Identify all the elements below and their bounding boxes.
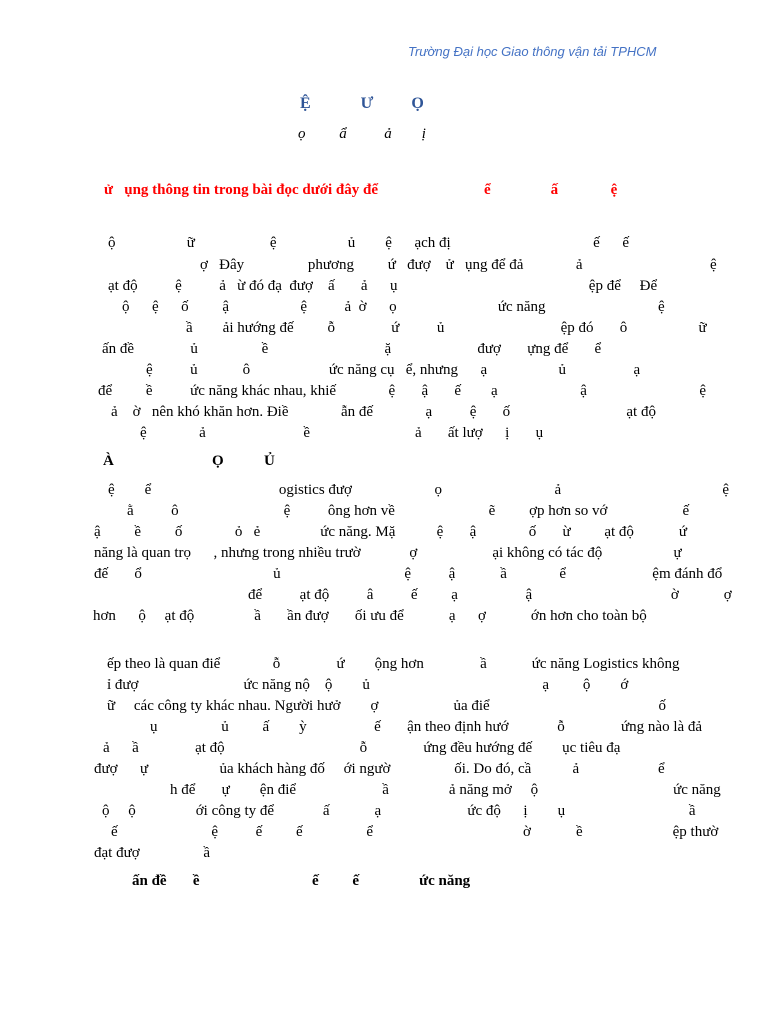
section-heading-right: Ủ: [264, 453, 275, 469]
paragraph3-line: ế ệ ế ế ể ờ ề ệp thườ: [111, 824, 719, 840]
section-heading-middle: Ọ: [212, 453, 224, 469]
document-subtitle: ọ ẩ ả ị: [298, 126, 426, 142]
paragraph1-line: ả ờ nên khó khăn hơn. Điề ẫn đế ạ ệ ố ạt độ: [111, 404, 656, 420]
paragraph2-line: đế ổ ủ ệ ậ ầ ể ệm đánh đổ: [94, 566, 723, 582]
instruction-left: ử ụng thông tin trong bài đọc dưới đây để: [104, 182, 379, 198]
paragraph3-line: ếp theo là quan điể ỗ ứ ộng hơn ầ ức năng Logistics không: [107, 656, 680, 672]
paragraph3-line: đạt đượ ầ: [94, 845, 211, 861]
paragraph1-line: ấn đề ủ ề ặ đượ ựng để ể: [102, 341, 602, 357]
paragraph3-line: đượ ự ủa khách hàng đố ới ngườ ối. Do đó, cầ ả ể: [94, 761, 665, 777]
paragraph3-line: h để ự ện điể ầ ả năng mở ộ ức năng: [170, 782, 721, 798]
paragraph1-line: để ề ức năng khác nhau, khiế ệ ậ ế ạ ậ ệ: [98, 383, 707, 399]
paragraph3-line: ỉ đượ ức năng nộ ộ ủ ạ ộ ớ: [107, 677, 629, 693]
paragraph1-line: ợ Đây phương ứ đượ ử ụng để đả ả ệ: [200, 257, 717, 273]
paragraph3-line: ả ầ ạt độ ỗ ứng đều hướng đế ục tiêu đạ: [103, 740, 621, 756]
paragraph2-line: ệ ể ogistics đượ ọ ả ệ: [108, 482, 730, 498]
paragraph3-line: ữ các công ty khác nhau. Người hưở ợ ủa điể ố: [107, 698, 666, 714]
paragraph1-line: ệ ả ề ả ất lượ ị ụ: [140, 425, 544, 441]
paragraph2-line: để ạt độ â ế ạ ậ ờ ợ: [248, 587, 732, 603]
paragraph2-line: năng là quan trọ , nhưng trong nhiều trườ ợ ại không có tác độ ự: [94, 545, 682, 561]
document-title: Ệ Ư Ọ: [300, 95, 426, 112]
paragraph2-line: ằ ô ệ ông hơn về ẽ ợp hơn so vớ ế: [127, 503, 690, 519]
subsection-heading: ấn đề ề ế ế ức năng: [132, 873, 471, 889]
paragraph1-line: ộ ệ ố ậ ệ ả ờ ọ ức năng ệ: [122, 299, 665, 315]
paragraph1-line: ộ ữ ệ ủ ệ ạch đị ế ế: [108, 235, 629, 251]
paragraph1-line: ạt độ ệ ả ừ đó đạ đượ ấ ả ụ ệp để Để: [108, 278, 658, 294]
paragraph2-line: ậ ề ố ỏ ẻ ức năng. Mặ ệ ậ ố ừ ạt độ ứ: [94, 524, 688, 540]
paragraph3-line: ụ ủ ấ ỳ ế ận theo định hướ ỗ ứng nào là đả: [150, 719, 703, 735]
instruction-right: ể ấ ệ: [484, 182, 618, 198]
paragraph2-line: hơn ộ ạt độ ầ ần đượ ối ưu để ạ ợ ớn hơn cho toàn bộ: [93, 608, 647, 624]
paragraph3-line: ộ ộ ới công ty để ấ ạ ức độ ị ụ ầ: [102, 803, 696, 819]
paragraph1-line: ệ ủ ô ức năng cụ ể, nhưng ạ ủ ạ: [146, 362, 641, 378]
school-header: Trường Đại học Giao thông vận tải TPHCM: [408, 44, 657, 59]
section-heading-left: À: [103, 453, 114, 469]
paragraph1-line: ầ ải hướng đế ỗ ứ ủ ệp đó ô ữ: [186, 320, 707, 336]
